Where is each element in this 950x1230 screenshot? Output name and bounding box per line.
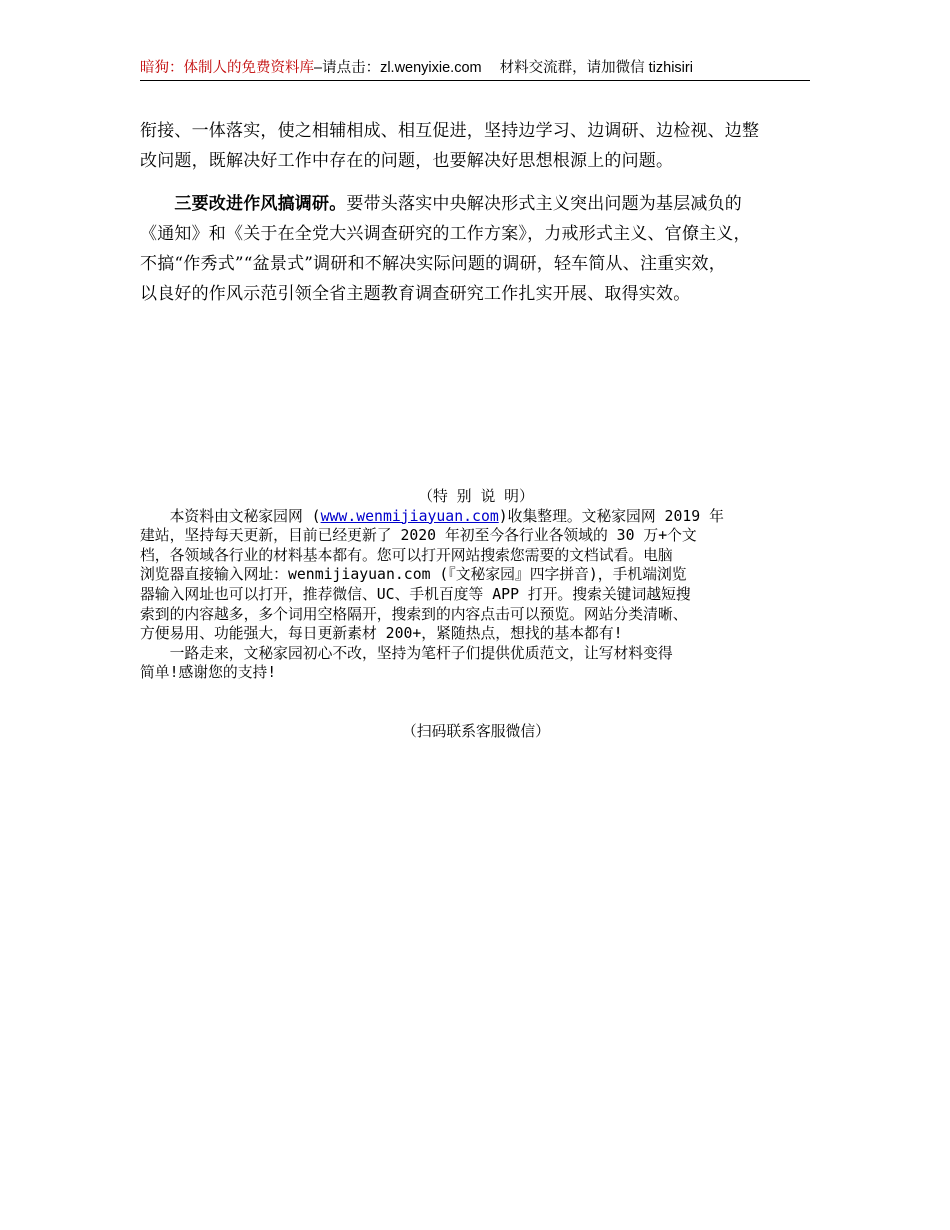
notice-line bbox=[140, 507, 812, 527]
paragraph-continued bbox=[140, 116, 810, 176]
site-link[interactable]: www.wenmijiayuan.com bbox=[320, 507, 499, 525]
notice-title: （特 别 说 明） bbox=[418, 488, 534, 505]
notice-line: 浏览器直接输入网址：wenmijiayuan.com (『文秘家园』四字拼音)，手机端浏览 bbox=[140, 566, 687, 584]
header-click-prefix: –请点击： bbox=[314, 60, 381, 76]
special-notice bbox=[140, 487, 812, 683]
page-header bbox=[140, 58, 810, 81]
notice-line: 器输入网址也可以打开，推荐微信、UC、手机百度等 APP 打开。搜索关键词越短搜 bbox=[140, 585, 691, 603]
qr-caption: （扫码联系客服微信） bbox=[402, 723, 550, 740]
paragraph-improve-style bbox=[140, 189, 810, 309]
notice-line: 简单!感谢您的支持! bbox=[140, 664, 277, 682]
text-line: 以良好的作风示范引领全省主题教育调查研究工作扎实开展、取得实效。 bbox=[140, 284, 691, 304]
notice-line: 一路走来，文秘家园初心不改，坚持为笔杆子们提供优质范文，让写材料变得 bbox=[140, 644, 673, 662]
notice-line: 方便易用、功能强大，每日更新素材 200+，紧随热点，想找的基本都有! bbox=[140, 625, 623, 643]
notice-line: 索到的内容越多，多个词用空格隔开，搜索到的内容点击可以预览。网站分类清晰、 bbox=[140, 605, 688, 623]
notice-line: 档，各领域各行业的材料基本都有。您可以打开网站搜索您需要的文档试看。电脑 bbox=[140, 546, 673, 564]
header-contact: 材料交流群，请加微信 tizhisiri bbox=[499, 60, 693, 76]
text-line: 《通知》和《关于在全党大兴调查研究的工作方案》，力戒形式主义、官僚主义， bbox=[140, 224, 751, 244]
header-brand: 暗狗：体制人的免费资料库 bbox=[140, 60, 314, 76]
text-line bbox=[140, 189, 810, 219]
paragraph-text: 要带头落实中央解决形式主义突出问题为基层减负的 bbox=[346, 194, 743, 214]
header-url-link[interactable]: zl.wenyixie.com bbox=[380, 60, 482, 76]
qr-caption-block bbox=[140, 722, 812, 742]
text-line: 不搞“作秀式”“盆景式”调研和不解决实际问题的调研，轻车简从、注重实效， bbox=[140, 254, 726, 274]
paragraph-heading: 三要改进作风搞调研。 bbox=[174, 194, 347, 214]
notice-text: 本资料由文秘家园网 ( bbox=[140, 507, 321, 525]
notice-text: )收集整理。文秘家园网 2019 年 bbox=[498, 507, 724, 525]
notice-line: 建站，坚持每天更新，目前已经更新了 2020 年初至今各行业各领域的 30 万+个文 bbox=[140, 527, 697, 545]
text-line: 衔接、一体落实，使之相辅相成、相互促进，坚持边学习、边调研、边检视、边整 bbox=[140, 121, 760, 141]
text-line: 改问题，既解决好工作中存在的问题，也要解决好思想根源上的问题。 bbox=[140, 151, 674, 171]
